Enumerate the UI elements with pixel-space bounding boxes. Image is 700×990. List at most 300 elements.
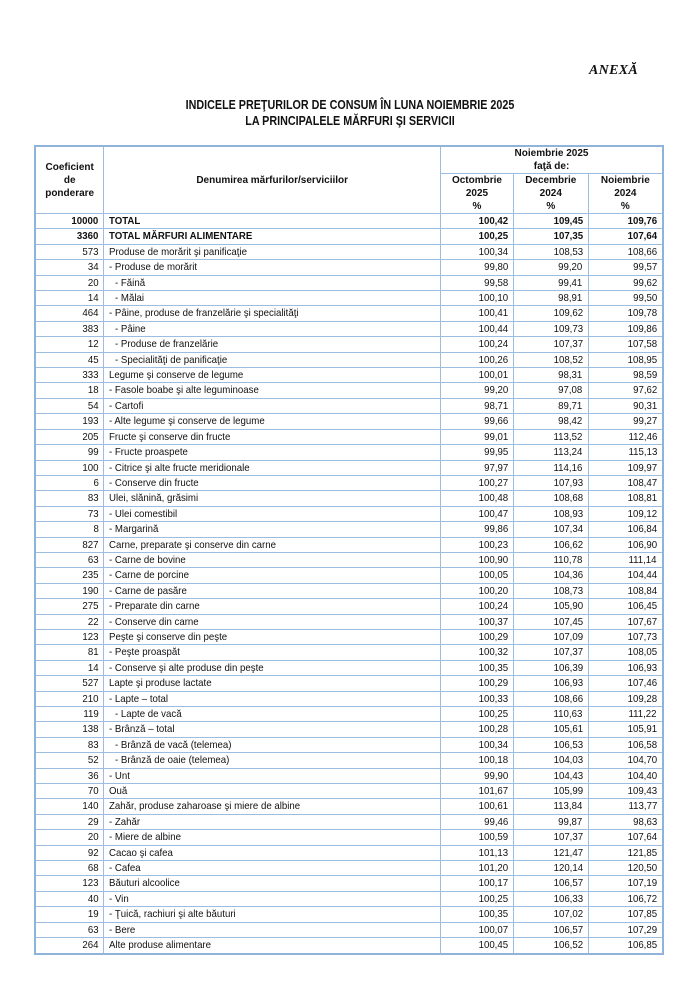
index-nov-2024-cell-text: 107,64 [627,230,657,243]
index-oct-2025-cell [441,737,514,752]
index-nov-2024-cell [588,799,663,814]
index-nov-2024-cell [588,244,663,259]
index-nov-2024-cell-text: 107,64 [627,831,657,844]
index-nov-2024-cell [588,722,663,737]
index-oct-2025-cell-text: 100,47 [478,507,508,520]
index-nov-2024-cell-text: 108,05 [627,646,657,659]
weight-cell [35,568,104,583]
index-oct-2025-cell-text: 98,71 [483,399,508,412]
index-nov-2024-cell [588,583,663,598]
index-oct-2025-cell [441,275,514,290]
item-name-cell [104,337,441,352]
table-row [35,845,663,860]
item-name-cell [104,260,441,275]
index-dec-2024-cell [513,414,588,429]
header-line: % [546,201,556,212]
index-nov-2024-cell [588,552,663,567]
index-oct-2025-cell-text: 100,17 [478,877,508,890]
index-oct-2025-cell-text: 101,67 [478,785,508,798]
index-dec-2024-cell-text: 108,73 [553,584,583,597]
index-oct-2025-cell [441,337,514,352]
index-nov-2024-cell-text: 106,90 [627,538,657,551]
weight-cell-text: 36 [87,769,99,782]
item-name-cell-text: - Pâine, produse de franzelărie şi specialităţi [109,307,299,320]
index-dec-2024-cell [513,599,588,614]
table-row [35,321,663,336]
weight-cell-text: 40 [87,892,99,905]
table-row [35,660,663,675]
weight-cell-text: 383 [82,322,99,335]
index-oct-2025-cell [441,244,514,259]
weight-cell-text: 54 [87,399,99,412]
table-row [35,260,663,275]
header-line: 2024 [539,188,562,199]
item-name-cell [104,907,441,922]
weight-cell [35,522,104,537]
table-row [35,737,663,752]
table-row [35,583,663,598]
index-nov-2024-cell [588,676,663,691]
index-nov-2024-cell [588,768,663,783]
table-row [35,614,663,629]
index-dec-2024-cell [513,922,588,937]
index-oct-2025-cell [441,583,514,598]
weight-cell [35,414,104,429]
weight-cell [35,645,104,660]
index-dec-2024-cell-text: 106,52 [553,939,583,952]
index-oct-2025-cell [441,614,514,629]
document-title [0,97,700,129]
weight-cell-text: 123 [82,877,99,890]
table-row [35,214,663,229]
table-row [35,830,663,845]
item-name-cell [104,214,441,229]
index-nov-2024-cell-text: 107,85 [627,908,657,921]
table-row [35,907,663,922]
index-oct-2025-cell [441,891,514,906]
header-line: % [620,201,630,212]
index-dec-2024-cell-text: 110,63 [553,708,583,720]
index-oct-2025-cell-text: 100,32 [478,646,508,659]
index-oct-2025-cell [441,691,514,706]
table-row [35,491,663,506]
weight-cell [35,275,104,290]
weight-cell [35,922,104,937]
index-oct-2025-cell [441,629,514,644]
index-dec-2024-cell-text: 107,37 [553,831,583,844]
item-name-cell-text: Carne, preparate şi conserve din carne [109,538,277,551]
index-nov-2024-cell-text: 90,31 [632,399,657,412]
item-name-cell-text: Ouă [109,785,128,798]
index-dec-2024-cell-text: 107,37 [553,338,583,351]
index-nov-2024-cell [588,398,663,413]
weight-cell [35,383,104,398]
weight-cell [35,352,104,367]
index-dec-2024-cell [513,537,588,552]
item-name-cell [104,475,441,490]
item-name-cell-text: - Fasole boabe şi alte leguminoase [109,384,260,397]
weight-cell [35,938,104,954]
index-dec-2024-cell-text: 98,91 [558,292,583,305]
index-oct-2025-cell-text: 99,66 [483,415,508,428]
index-dec-2024-cell-text: 104,03 [553,754,583,767]
index-oct-2025-cell [441,768,514,783]
index-dec-2024-cell [513,707,588,722]
weight-cell-text: 235 [82,569,99,582]
index-dec-2024-cell-text: 107,93 [553,476,583,489]
index-dec-2024-cell-text: 106,53 [553,738,583,751]
item-name-cell-text: - Fructe proaspete [109,446,189,459]
weight-cell [35,229,104,244]
weight-cell [35,306,104,321]
table-row [35,522,663,537]
header-weight [35,146,104,214]
index-oct-2025-cell-text: 100,44 [478,322,508,335]
index-nov-2024-cell [588,753,663,768]
index-dec-2024-cell-text: 107,37 [553,646,583,659]
index-nov-2024-cell-text: 108,81 [627,492,657,505]
table-row [35,352,663,367]
index-oct-2025-cell [441,876,514,891]
index-oct-2025-cell-text: 100,35 [478,661,508,674]
weight-cell-text: 45 [87,353,99,366]
index-dec-2024-cell-text: 105,90 [553,600,583,613]
index-oct-2025-cell [441,922,514,937]
index-oct-2025-cell-text: 99,80 [483,261,508,274]
table-row [35,799,663,814]
index-nov-2024-cell [588,445,663,460]
index-nov-2024-cell-text: 104,70 [627,754,657,767]
item-name-cell-text: Zahăr, produse zaharoase şi miere de albine [109,800,301,813]
index-dec-2024-cell [513,306,588,321]
weight-cell-text: 14 [87,292,99,305]
index-dec-2024-cell [513,907,588,922]
index-dec-2024-cell-text: 107,45 [553,615,583,628]
weight-cell-text: 205 [82,430,99,443]
index-nov-2024-cell-text: 109,43 [627,785,657,798]
title-line-1: INDICELE PREŢURILOR DE CONSUM ÎN LUNA NOIEMBRIE 2025 [185,98,515,112]
item-name-cell [104,861,441,876]
index-nov-2024-cell-text: 109,76 [627,215,657,227]
index-oct-2025-cell [441,383,514,398]
index-nov-2024-cell [588,352,663,367]
index-nov-2024-cell-text: 107,58 [627,338,657,351]
table-row [35,398,663,413]
item-name-cell [104,599,441,614]
index-dec-2024-cell-text: 107,34 [553,523,583,536]
item-name-cell [104,876,441,891]
index-dec-2024-cell [513,506,588,521]
item-name-cell-text: - Conserve şi alte produse din peşte [109,661,265,674]
weight-cell [35,460,104,475]
index-nov-2024-cell [588,368,663,383]
index-nov-2024-cell [588,830,663,845]
table-row [35,291,663,306]
index-oct-2025-cell [441,845,514,860]
weight-cell-text: 464 [82,307,99,320]
item-name-cell-text: - Ulei comestibil [109,507,178,520]
index-dec-2024-cell [513,737,588,752]
weight-cell-text: 29 [87,815,99,828]
item-name-cell [104,244,441,259]
index-dec-2024-cell-text: 97,08 [558,384,583,397]
weight-cell-text: 140 [82,800,99,813]
index-nov-2024-cell-text: 108,66 [627,245,657,258]
cpi-table [34,145,664,955]
index-nov-2024-cell [588,784,663,799]
index-nov-2024-cell-text: 107,46 [627,677,657,690]
index-oct-2025-cell-text: 100,34 [478,245,508,258]
index-nov-2024-cell [588,522,663,537]
index-oct-2025-cell [441,260,514,275]
header-line: 2025 [465,188,489,199]
index-nov-2024-cell [588,291,663,306]
table-row [35,599,663,614]
index-oct-2025-cell-text: 100,33 [478,692,508,705]
header-nov-2024 [588,174,663,214]
table-row [35,229,663,244]
index-oct-2025-cell [441,753,514,768]
item-name-cell-text: Produse de morărit şi panificaţie [109,245,248,258]
weight-cell [35,814,104,829]
index-oct-2025-cell [441,707,514,722]
index-dec-2024-cell [513,460,588,475]
item-name-cell [104,768,441,783]
index-dec-2024-cell [513,845,588,860]
index-dec-2024-cell [513,321,588,336]
index-nov-2024-cell-text: 99,57 [632,261,657,274]
title-line-2: LA PRINCIPALELE MĂRFURI ŞI SERVICII [245,114,455,128]
index-dec-2024-cell [513,876,588,891]
weight-cell [35,722,104,737]
index-dec-2024-cell-text: 104,36 [553,569,583,582]
index-nov-2024-cell [588,383,663,398]
weight-cell [35,537,104,552]
index-dec-2024-cell-text: 106,57 [553,923,583,936]
weight-cell-text: 81 [87,646,99,659]
item-name-cell-text: Cacao şi cafea [109,846,174,859]
index-dec-2024-cell [513,753,588,768]
index-oct-2025-cell [441,491,514,506]
index-nov-2024-cell-text: 111,14 [628,553,657,566]
table-row [35,645,663,660]
weight-cell [35,244,104,259]
index-dec-2024-cell-text: 106,57 [553,877,583,890]
item-name-cell-text: - Alte legume şi conserve de legume [109,415,266,428]
index-oct-2025-cell-text: 99,46 [483,815,508,828]
index-oct-2025-cell [441,352,514,367]
index-nov-2024-cell [588,460,663,475]
index-nov-2024-cell-text: 109,78 [627,307,657,320]
weight-cell-text: 3360 [76,230,99,243]
index-oct-2025-cell [441,537,514,552]
index-dec-2024-cell-text: 98,31 [558,369,583,382]
index-nov-2024-cell-text: 108,84 [627,584,657,597]
index-dec-2024-cell [513,799,588,814]
item-name-cell [104,445,441,460]
index-oct-2025-cell [441,830,514,845]
item-name-cell [104,691,441,706]
index-oct-2025-cell-text: 100,48 [478,492,508,505]
table-row [35,891,663,906]
item-name-cell-text: - Carne de porcine [109,569,190,582]
weight-cell [35,676,104,691]
item-name-cell [104,352,441,367]
table-row [35,414,663,429]
table-row [35,383,663,398]
item-name-cell-text: - Margarină [109,523,159,536]
weight-cell [35,321,104,336]
index-oct-2025-cell [441,460,514,475]
item-name-cell-text: - Ţuică, rachiuri şi alte băuturi [109,908,237,921]
weight-cell [35,398,104,413]
table-row [35,722,663,737]
index-oct-2025-cell-text: 100,35 [478,908,508,921]
weight-cell [35,660,104,675]
index-oct-2025-cell-text: 100,37 [478,615,508,628]
index-nov-2024-cell [588,214,663,229]
index-nov-2024-cell [588,737,663,752]
index-oct-2025-cell [441,784,514,799]
item-name-cell [104,537,441,552]
item-name-cell [104,660,441,675]
index-oct-2025-cell [441,429,514,444]
index-dec-2024-cell [513,244,588,259]
index-nov-2024-cell-text: 99,50 [632,292,657,305]
index-oct-2025-cell [441,522,514,537]
weight-cell-text: 8 [92,523,99,536]
index-oct-2025-cell [441,475,514,490]
index-oct-2025-cell [441,506,514,521]
weight-cell [35,260,104,275]
index-dec-2024-cell [513,337,588,352]
index-nov-2024-cell-text: 98,63 [632,815,657,828]
index-oct-2025-cell-text: 99,01 [483,430,508,443]
weight-cell-text: 264 [82,939,99,952]
index-dec-2024-cell [513,722,588,737]
item-name-cell [104,306,441,321]
item-name-cell [104,583,441,598]
table-row [35,429,663,444]
table-row [35,691,663,706]
index-dec-2024-cell-text: 106,33 [553,892,583,905]
index-dec-2024-cell-text: 108,52 [553,353,583,366]
weight-cell [35,845,104,860]
index-nov-2024-cell-text: 107,19 [627,877,657,890]
weight-cell [35,830,104,845]
index-dec-2024-cell [513,275,588,290]
item-name-cell [104,891,441,906]
index-dec-2024-cell-text: 109,62 [553,307,583,320]
index-dec-2024-cell-text: 108,93 [553,507,583,520]
index-oct-2025-cell [441,645,514,660]
index-dec-2024-cell [513,768,588,783]
index-oct-2025-cell-text: 100,25 [478,230,508,243]
index-nov-2024-cell-text: 104,44 [627,569,657,582]
index-dec-2024-cell-text: 98,42 [558,415,583,428]
index-dec-2024-cell [513,676,588,691]
table-row [35,537,663,552]
item-name-cell [104,429,441,444]
table-row [35,368,663,383]
weight-cell [35,861,104,876]
weight-cell [35,214,104,229]
item-name-cell [104,614,441,629]
index-dec-2024-cell-text: 107,09 [553,630,583,643]
weight-cell [35,368,104,383]
weight-cell-text: 333 [82,369,99,382]
index-nov-2024-cell [588,814,663,829]
index-nov-2024-cell [588,568,663,583]
index-nov-2024-cell [588,537,663,552]
index-oct-2025-cell-text: 100,42 [478,215,508,227]
item-name-cell-text: Lapte şi produse lactate [109,677,212,690]
weight-cell-text: 573 [82,245,99,258]
item-name-cell [104,291,441,306]
table-row [35,244,663,259]
item-name-cell [104,383,441,398]
index-dec-2024-cell [513,352,588,367]
index-nov-2024-cell-text: 99,27 [632,415,657,428]
index-oct-2025-cell-text: 100,26 [478,353,508,366]
index-oct-2025-cell-text: 100,20 [478,584,508,597]
item-name-cell [104,321,441,336]
index-oct-2025-cell-text: 100,25 [478,892,508,905]
table-row [35,306,663,321]
header-group [441,146,663,174]
index-dec-2024-cell-text: 106,62 [553,538,583,551]
index-nov-2024-cell [588,429,663,444]
item-name-cell-text: - Cafea [109,862,142,875]
weight-cell-text: 52 [87,754,99,767]
index-nov-2024-cell-text: 109,97 [627,461,657,474]
index-oct-2025-cell [441,676,514,691]
weight-cell [35,291,104,306]
table-row [35,445,663,460]
index-oct-2025-cell [441,291,514,306]
item-name-cell-text: - Produse de morărit [109,261,198,274]
weight-cell [35,337,104,352]
item-name-cell-text: - Miere de albine [109,831,182,844]
weight-cell-text: 190 [82,584,99,597]
item-name-cell-text: - Conserve din carne [109,615,200,628]
item-name-cell-text: Ulei, slănină, grăsimi [109,492,199,505]
index-oct-2025-cell [441,568,514,583]
item-name-cell [104,784,441,799]
index-oct-2025-cell-text: 100,10 [478,292,508,305]
index-oct-2025-cell [441,229,514,244]
weight-cell [35,614,104,629]
index-dec-2024-cell [513,368,588,383]
item-name-cell-text: - Produse de franzelărie [115,338,219,351]
index-oct-2025-cell [441,368,514,383]
index-nov-2024-cell [588,337,663,352]
index-dec-2024-cell [513,552,588,567]
index-oct-2025-cell-text: 100,24 [478,338,508,351]
item-name-cell [104,722,441,737]
index-oct-2025-cell [441,861,514,876]
item-name-cell-text: - Carne de bovine [109,553,187,566]
item-name-cell [104,368,441,383]
index-dec-2024-cell-text: 108,53 [553,245,583,258]
table-row [35,337,663,352]
index-nov-2024-cell-text: 106,85 [627,939,657,952]
header-weight-line: ponderare [45,187,95,199]
weight-cell-text: 63 [87,923,99,936]
index-oct-2025-cell-text: 100,05 [478,569,508,582]
index-dec-2024-cell-text: 109,73 [553,322,583,335]
table-row [35,861,663,876]
